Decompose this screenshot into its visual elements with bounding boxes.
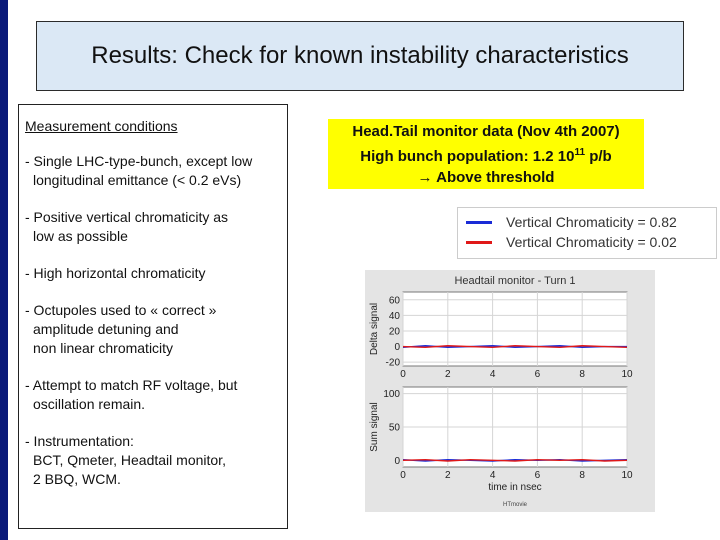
- condition-item: [25, 264, 287, 283]
- condition-item: [25, 301, 287, 358]
- measurement-conditions-box: [18, 104, 288, 529]
- condition-line: oscillation remain.: [33, 396, 146, 412]
- headtail-population-exponent: 11: [574, 146, 586, 158]
- condition-line: - Octupoles used to « correct »: [25, 302, 217, 318]
- y-tick-label: 100: [383, 389, 400, 401]
- x-tick-label: 4: [489, 470, 496, 481]
- condition-line: low as possible: [33, 228, 128, 244]
- legend-entry: [466, 234, 677, 250]
- x-axis-label: time in nsec: [488, 482, 542, 493]
- headtail-line-2: [360, 142, 611, 167]
- x-tick-label: 0: [400, 470, 406, 481]
- condition-line: longitudinal emittance (< 0.2 eVs): [33, 172, 242, 188]
- condition-line: BCT, Qmeter, Headtail monitor,: [33, 452, 226, 468]
- legend-swatch-red: [466, 241, 492, 244]
- x-tick-label: 2: [445, 470, 451, 481]
- x-tick-label: 8: [579, 470, 585, 481]
- headtail-population-text: High bunch population: 1.2 10: [360, 147, 575, 165]
- y-tick-label: 0: [394, 455, 400, 467]
- legend-entry: [466, 214, 677, 230]
- condition-item: [25, 152, 287, 190]
- condition-line: amplitude detuning and: [33, 321, 179, 337]
- y-tick-label: 50: [388, 422, 400, 434]
- condition-line: - Instrumentation:: [25, 433, 134, 449]
- headtail-line-1: Head.Tail monitor data (Nov 4th 2007): [352, 122, 620, 140]
- x-tick-label: 10: [621, 470, 633, 481]
- y-tick-label: 0: [394, 342, 400, 354]
- x-tick-label: 4: [489, 369, 496, 380]
- condition-line: 2 BBQ, WCM.: [33, 471, 121, 487]
- condition-item: [25, 376, 287, 414]
- y-tick-label: 20: [388, 326, 400, 338]
- legend-swatch-blue: [466, 221, 492, 224]
- condition-line: - Single LHC-type-bunch, except low: [25, 153, 253, 169]
- x-tick-label: 10: [621, 369, 633, 380]
- condition-line: - Attempt to match RF voltage, but: [25, 377, 238, 393]
- condition-item: [25, 432, 287, 489]
- headtail-plots-svg: [365, 270, 655, 512]
- plot-area: [403, 292, 627, 366]
- slide-accent-bar: [0, 0, 8, 540]
- headtail-line-3: → Above threshold: [417, 168, 555, 186]
- x-tick-label: 2: [445, 369, 451, 380]
- condition-line: - High horizontal chromaticity: [25, 265, 206, 281]
- headtail-summary-box: [328, 119, 644, 189]
- x-tick-label: 0: [400, 369, 406, 380]
- slide-title-box: [36, 21, 684, 91]
- chromaticity-legend: [457, 207, 717, 259]
- condition-item: [25, 208, 287, 246]
- plot-footer: HTmovie: [502, 502, 528, 508]
- y-tick-label: 40: [388, 310, 400, 322]
- legend-label: Vertical Chromaticity = 0.82: [506, 214, 677, 230]
- y-tick-label: -20: [385, 357, 400, 369]
- legend-label: Vertical Chromaticity = 0.02: [506, 234, 677, 250]
- headtail-population-unit: p/b: [585, 147, 612, 165]
- condition-line: - Positive vertical chromaticity as: [25, 209, 229, 225]
- x-tick-label: 8: [579, 369, 585, 380]
- y-axis-label: Sum signal: [369, 402, 380, 452]
- conditions-heading: Measurement conditions: [25, 118, 178, 134]
- y-axis-label: Delta signal: [369, 302, 380, 356]
- condition-line: non linear chromaticity: [33, 340, 174, 356]
- plot-title: Headtail monitor - Turn 1: [454, 275, 576, 287]
- x-tick-label: 6: [534, 369, 541, 380]
- slide-title: Results: Check for known instability characteristics: [91, 42, 629, 69]
- x-tick-label: 6: [534, 470, 541, 481]
- headtail-plot-frame: [365, 270, 655, 512]
- y-tick-label: 60: [388, 295, 400, 307]
